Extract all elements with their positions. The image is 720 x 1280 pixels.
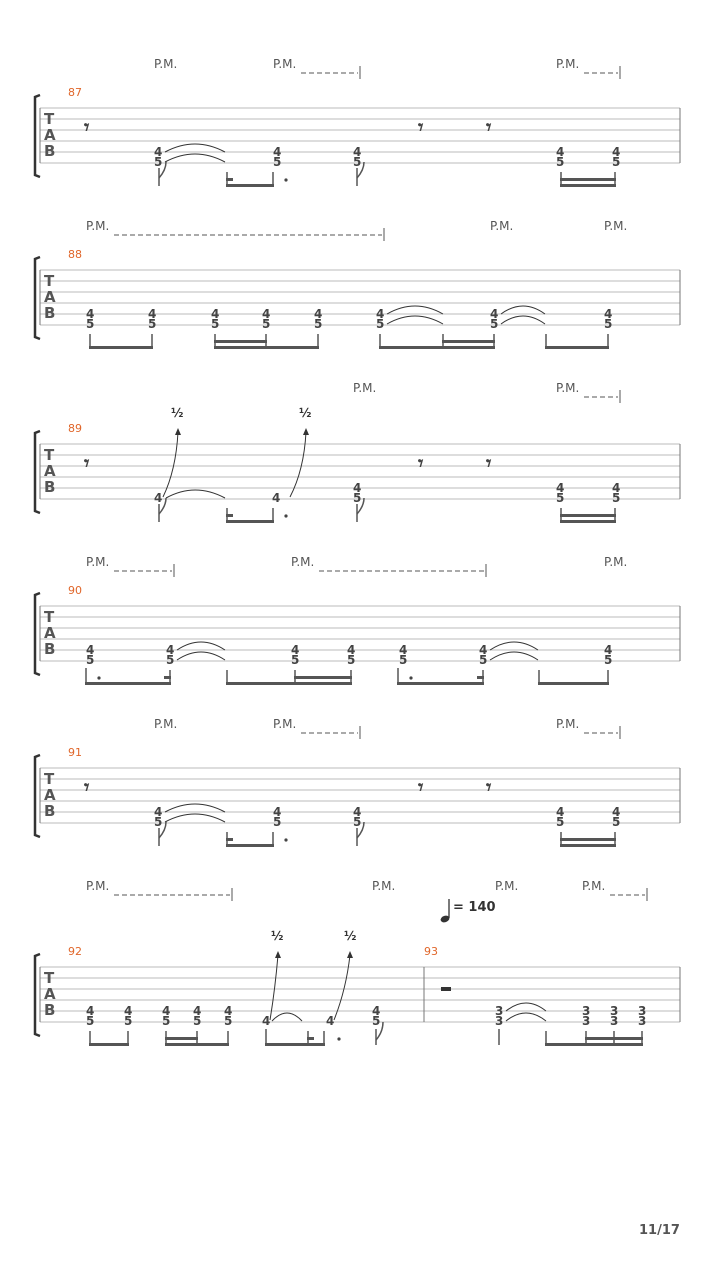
fret-number: 5: [273, 815, 282, 829]
tab-clef-letter: A: [44, 462, 56, 480]
beam: [226, 682, 352, 685]
measure-number: 92: [68, 945, 82, 958]
tab-clef-letter: B: [44, 640, 56, 658]
bend-arrowhead: [303, 428, 309, 435]
eighth-rest: 𝄾: [486, 775, 492, 799]
palm-mute-label: P.M.: [582, 879, 606, 893]
fret-number: 4: [224, 1004, 233, 1018]
palm-mute-label: P.M.: [604, 219, 628, 233]
fret-number: 5: [262, 317, 271, 331]
tie: [501, 316, 545, 324]
fret-number: 5: [604, 653, 613, 667]
tab-clef-letter: B: [44, 1001, 56, 1019]
fret-number: 5: [154, 155, 163, 169]
fret-number: 3: [610, 1014, 619, 1028]
fret-number: 4: [273, 805, 282, 819]
beam-partial: [477, 676, 484, 679]
fret-number: 4: [399, 643, 408, 657]
dot: [284, 178, 287, 181]
fret-number: 5: [372, 1014, 381, 1028]
rhythm-stems: [159, 504, 615, 522]
palm-mute-label: P.M.: [86, 555, 110, 569]
tab-clef-letter: B: [44, 142, 56, 160]
fret-number: 5: [86, 1014, 95, 1028]
fret-number: 3: [495, 1004, 504, 1018]
bend-arrow: [334, 955, 350, 1020]
palm-mute-label: P.M.: [291, 555, 315, 569]
fret-number: 4: [154, 805, 163, 819]
fret-number: 5: [347, 653, 356, 667]
page-number: 11/17: [639, 1223, 680, 1238]
eighth-rest: 𝄾: [486, 115, 492, 139]
fret-number: 3: [582, 1004, 591, 1018]
fret-number: 5: [604, 317, 613, 331]
fret-number: 5: [86, 653, 95, 667]
beam-partial: [307, 1037, 314, 1040]
beam: [226, 520, 274, 523]
system-bracket: [35, 954, 40, 1036]
beam: [397, 682, 484, 685]
beam: [560, 838, 616, 841]
beam: [538, 682, 609, 685]
fret-number: 4: [273, 145, 282, 159]
palm-mute-label: P.M.: [154, 717, 178, 731]
palm-mute-label: P.M.: [154, 57, 178, 71]
tie: [272, 1013, 302, 1021]
palm-mute-label: P.M.: [353, 381, 377, 395]
eighth-rest: 𝄾: [84, 115, 90, 139]
tab-clef-letter: B: [44, 478, 56, 496]
fret-number: 4: [262, 1014, 271, 1028]
beam-partial: [164, 676, 171, 679]
dot: [97, 676, 100, 679]
beam: [442, 340, 495, 343]
tie: [490, 652, 538, 660]
dot: [337, 1037, 340, 1040]
quarter-note-icon: [440, 899, 451, 924]
beam: [560, 514, 616, 517]
system-measure-89: [35, 381, 680, 523]
tie: [490, 642, 538, 650]
tie: [506, 1003, 546, 1011]
fret-number: 4: [291, 643, 300, 657]
palm-mute-label: P.M.: [495, 879, 519, 893]
fret-number: 4: [86, 307, 95, 321]
eighth-rest: 𝄾: [418, 451, 424, 475]
bend-amount: ½: [299, 406, 312, 420]
fret-number: 4: [604, 643, 613, 657]
fret-number: 5: [353, 815, 362, 829]
tab-clef-letter: B: [44, 802, 56, 820]
beam: [265, 1043, 325, 1046]
beam: [379, 346, 495, 349]
system-bracket: [35, 755, 40, 837]
fret-number: 4: [556, 805, 565, 819]
system-measure-87: [35, 57, 680, 187]
measure-number: 89: [68, 422, 82, 435]
tie: [501, 306, 545, 314]
system-measure-91: [35, 717, 680, 847]
eighth-rest: 𝄾: [486, 451, 492, 475]
beam: [226, 184, 274, 187]
fret-number: 5: [224, 1014, 233, 1028]
fret-number: 4: [154, 145, 163, 159]
tie: [165, 144, 225, 152]
fret-number: 5: [399, 653, 408, 667]
system-bracket: [35, 431, 40, 513]
bend-arrowhead: [175, 428, 181, 435]
palm-mute-label: P.M.: [86, 219, 110, 233]
system-bracket: [35, 95, 40, 177]
tie: [387, 306, 443, 314]
beam: [294, 676, 352, 679]
system-bracket: [35, 257, 40, 339]
fret-number: 4: [556, 145, 565, 159]
tab-clef-letter: T: [44, 110, 55, 128]
fret-number: 3: [495, 1014, 504, 1028]
beam: [85, 682, 171, 685]
tie: [165, 154, 225, 162]
beam: [165, 1043, 229, 1046]
dot: [284, 838, 287, 841]
measure-number: 90: [68, 584, 82, 597]
measure-number: 91: [68, 746, 82, 759]
palm-mute-label: P.M.: [490, 219, 514, 233]
tab-clef-letter: A: [44, 624, 56, 642]
tab-clef-letter: T: [44, 272, 55, 290]
dot: [409, 676, 412, 679]
tie: [165, 804, 225, 812]
beam: [560, 178, 616, 181]
beam-partial: [226, 514, 233, 517]
fret-number: 4: [556, 481, 565, 495]
fret-number: 5: [612, 155, 621, 169]
dot: [284, 514, 287, 517]
fret-number: 5: [124, 1014, 133, 1028]
tab-clef-letter: A: [44, 288, 56, 306]
fret-number: 4: [376, 307, 385, 321]
fret-number: 5: [211, 317, 220, 331]
tab-clef-letter: B: [44, 304, 56, 322]
fret-number: 4: [193, 1004, 202, 1018]
fret-number: 5: [612, 815, 621, 829]
fret-number: 5: [166, 653, 175, 667]
beam: [214, 346, 319, 349]
fret-number: 4: [166, 643, 175, 657]
palm-mute-label: P.M.: [86, 879, 110, 893]
fret-number: 5: [353, 491, 362, 505]
bend-amount: ½: [344, 929, 357, 943]
fret-number: 4: [162, 1004, 171, 1018]
fret-number: 5: [556, 155, 565, 169]
tie: [166, 490, 225, 498]
fret-number: 4: [124, 1004, 133, 1018]
fret-number: 5: [86, 317, 95, 331]
eighth-rest: 𝄾: [418, 115, 424, 139]
bend-arrowhead: [275, 951, 281, 958]
fret-number: 3: [638, 1004, 647, 1018]
palm-mute-label: P.M.: [556, 381, 580, 395]
fret-number: 5: [556, 815, 565, 829]
beam: [560, 184, 616, 187]
fret-number: 5: [556, 491, 565, 505]
fret-number: 5: [376, 317, 385, 331]
beam: [545, 346, 609, 349]
measure-number: 93: [424, 945, 438, 958]
beam: [89, 1043, 129, 1046]
tab-clef-letter: T: [44, 446, 55, 464]
bend-arrow: [290, 432, 306, 497]
fret-number: 4: [604, 307, 613, 321]
fret-number: 4: [86, 1004, 95, 1018]
bend-amount: ½: [171, 406, 184, 420]
system-measure-90: [35, 555, 680, 685]
beam-partial: [226, 838, 233, 841]
tie: [387, 316, 443, 324]
tab-clef-letter: T: [44, 969, 55, 987]
eighth-rest: 𝄾: [84, 451, 90, 475]
fret-number: 4: [479, 643, 488, 657]
measure-number: 87: [68, 86, 82, 99]
beam: [165, 1037, 198, 1040]
fret-number: 5: [479, 653, 488, 667]
fret-number: 4: [262, 307, 271, 321]
system-bracket: [35, 593, 40, 675]
beam: [214, 340, 267, 343]
fret-number: 4: [211, 307, 220, 321]
fret-number: 4: [353, 481, 362, 495]
beam: [585, 1037, 643, 1040]
fret-number: 3: [582, 1014, 591, 1028]
tie: [177, 652, 225, 660]
eighth-rest: 𝄾: [418, 775, 424, 799]
bend-arrowhead: [347, 951, 353, 958]
fret-number: 3: [610, 1004, 619, 1018]
bend-amount: ½: [271, 929, 284, 943]
beam: [560, 844, 616, 847]
tab-clef-letter: T: [44, 608, 55, 626]
tie: [177, 642, 225, 650]
fret-number: 5: [291, 653, 300, 667]
fret-number: 4: [272, 491, 281, 505]
fret-number: 5: [490, 317, 499, 331]
system-measure-88: [35, 219, 680, 349]
beam: [545, 1043, 643, 1046]
tab-clef-letter: A: [44, 126, 56, 144]
fret-number: 4: [148, 307, 157, 321]
bend-arrow: [270, 955, 278, 1020]
half-rest: [441, 987, 451, 991]
fret-number: 4: [612, 805, 621, 819]
palm-mute-label: P.M.: [556, 57, 580, 71]
fret-number: 5: [193, 1014, 202, 1028]
tab-clef-letter: A: [44, 786, 56, 804]
rhythm-stems: [90, 1029, 376, 1045]
fret-number: 5: [612, 491, 621, 505]
palm-mute-label: P.M.: [604, 555, 628, 569]
rhythm-stems: [159, 828, 615, 846]
palm-mute-label: P.M.: [273, 57, 297, 71]
fret-number: 4: [612, 481, 621, 495]
tie: [165, 814, 225, 822]
fret-number: 5: [162, 1014, 171, 1028]
fret-number: 3: [638, 1014, 647, 1028]
fret-number: 4: [490, 307, 499, 321]
fret-number: 4: [353, 145, 362, 159]
rhythm-stems: [90, 334, 608, 348]
beam: [560, 520, 616, 523]
beam: [226, 844, 274, 847]
staff-lines: [40, 270, 680, 325]
rhythm-stems: [159, 168, 615, 186]
palm-mute-label: P.M.: [556, 717, 580, 731]
eighth-rest: 𝄾: [84, 775, 90, 799]
palm-mute-label: P.M.: [273, 717, 297, 731]
tab-clef-letter: A: [44, 985, 56, 1003]
fret-number: 4: [326, 1014, 335, 1028]
tab-clef-letter: T: [44, 770, 55, 788]
fret-number: 5: [353, 155, 362, 169]
measure-number: 88: [68, 248, 82, 261]
beam-partial: [226, 178, 233, 181]
fret-number: 5: [273, 155, 282, 169]
fret-number: 4: [86, 643, 95, 657]
palm-mute-label: P.M.: [372, 879, 396, 893]
tie: [506, 1013, 546, 1021]
fret-number: 4: [372, 1004, 381, 1018]
fret-number: 5: [314, 317, 323, 331]
staff-lines: [40, 606, 680, 661]
fret-number: 4: [314, 307, 323, 321]
fret-number: 4: [353, 805, 362, 819]
fret-number: 5: [148, 317, 157, 331]
fret-number: 4: [347, 643, 356, 657]
fret-number: 4: [612, 145, 621, 159]
fret-number: 5: [154, 815, 163, 829]
system-measure-92-93: [35, 879, 680, 1046]
bend-arrow: [163, 432, 178, 497]
tempo-marking: = 140: [453, 900, 496, 915]
beam: [89, 346, 153, 349]
fret-number: 4: [154, 491, 163, 505]
